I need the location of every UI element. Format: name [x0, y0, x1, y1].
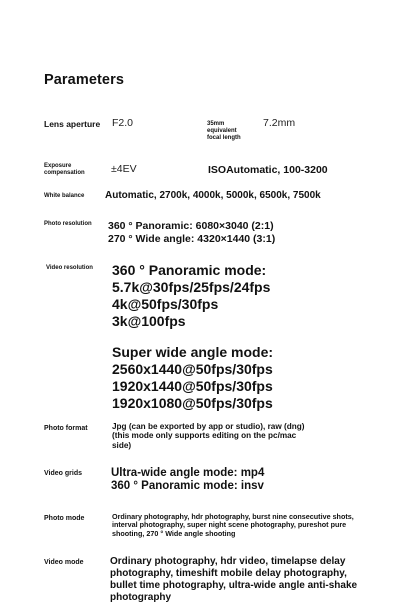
lens-aperture-label: Lens aperture: [44, 119, 101, 129]
video-resolution-label: Video resolution: [46, 265, 93, 271]
video-mode-value: Ordinary photography, hdr video, timelapse delay photography, timeshift mobile delay photography, bullet time photography, ultra-wide angle anti-shake photography: [110, 556, 358, 603]
iso-label: ISO: [208, 164, 227, 176]
iso-value: Automatic, 100-3200: [226, 164, 328, 176]
photo-resolution-values: 360 ° Panoramic: 6080×3040 (2:1) 270 ° Wide angle: 4320×1440 (3:1): [108, 220, 276, 245]
focal-value: 7.2mm: [263, 117, 296, 129]
page-title: Parameters: [44, 72, 124, 88]
exposure-label: Exposure compensation: [44, 163, 85, 176]
lens-aperture-value: F2.0: [112, 117, 134, 129]
video-wide-block: Super wide angle mode: 2560x1440@50fps/30fps 1920x1440@50fps/30fps 1920x1080@50fps/30fps: [112, 344, 274, 411]
video-mode-label: Video mode: [44, 559, 84, 566]
white-balance-label: White balance: [44, 193, 85, 199]
photo-mode-value: Ordinary photography, hdr photography, burst nine consecutive shots, interval photography, super night scene photography, pureshot pure shooting, 270 ° Wide angle shooting: [112, 512, 354, 538]
photo-mode-label: Photo mode: [44, 515, 85, 522]
iso-row: [208, 164, 328, 177]
video-panoramic-block: 360 ° Panoramic mode: 5.7k@30fps/25fps/24fps 4k@50fps/30fps 3k@100fps: [112, 262, 271, 329]
exposure-value: ±4EV: [111, 163, 137, 175]
white-balance-value: Automatic, 2700k, 4000k, 5000k, 6500k, 7500k: [105, 190, 321, 201]
photo-format-values: Jpg (can be exported by app or studio), raw (dng) (this mode only supports editing on the pc/mac side): [112, 422, 305, 450]
focal-label: 35mm equivalent focal length: [207, 121, 241, 141]
photo-format-label: Photo format: [44, 425, 88, 432]
photo-resolution-label: Photo resolution: [44, 221, 92, 227]
video-grids-values: Ultra-wide angle mode: mp4 360 ° Panoramic mode: insv: [111, 467, 265, 492]
video-grids-label: Video grids: [44, 470, 82, 477]
